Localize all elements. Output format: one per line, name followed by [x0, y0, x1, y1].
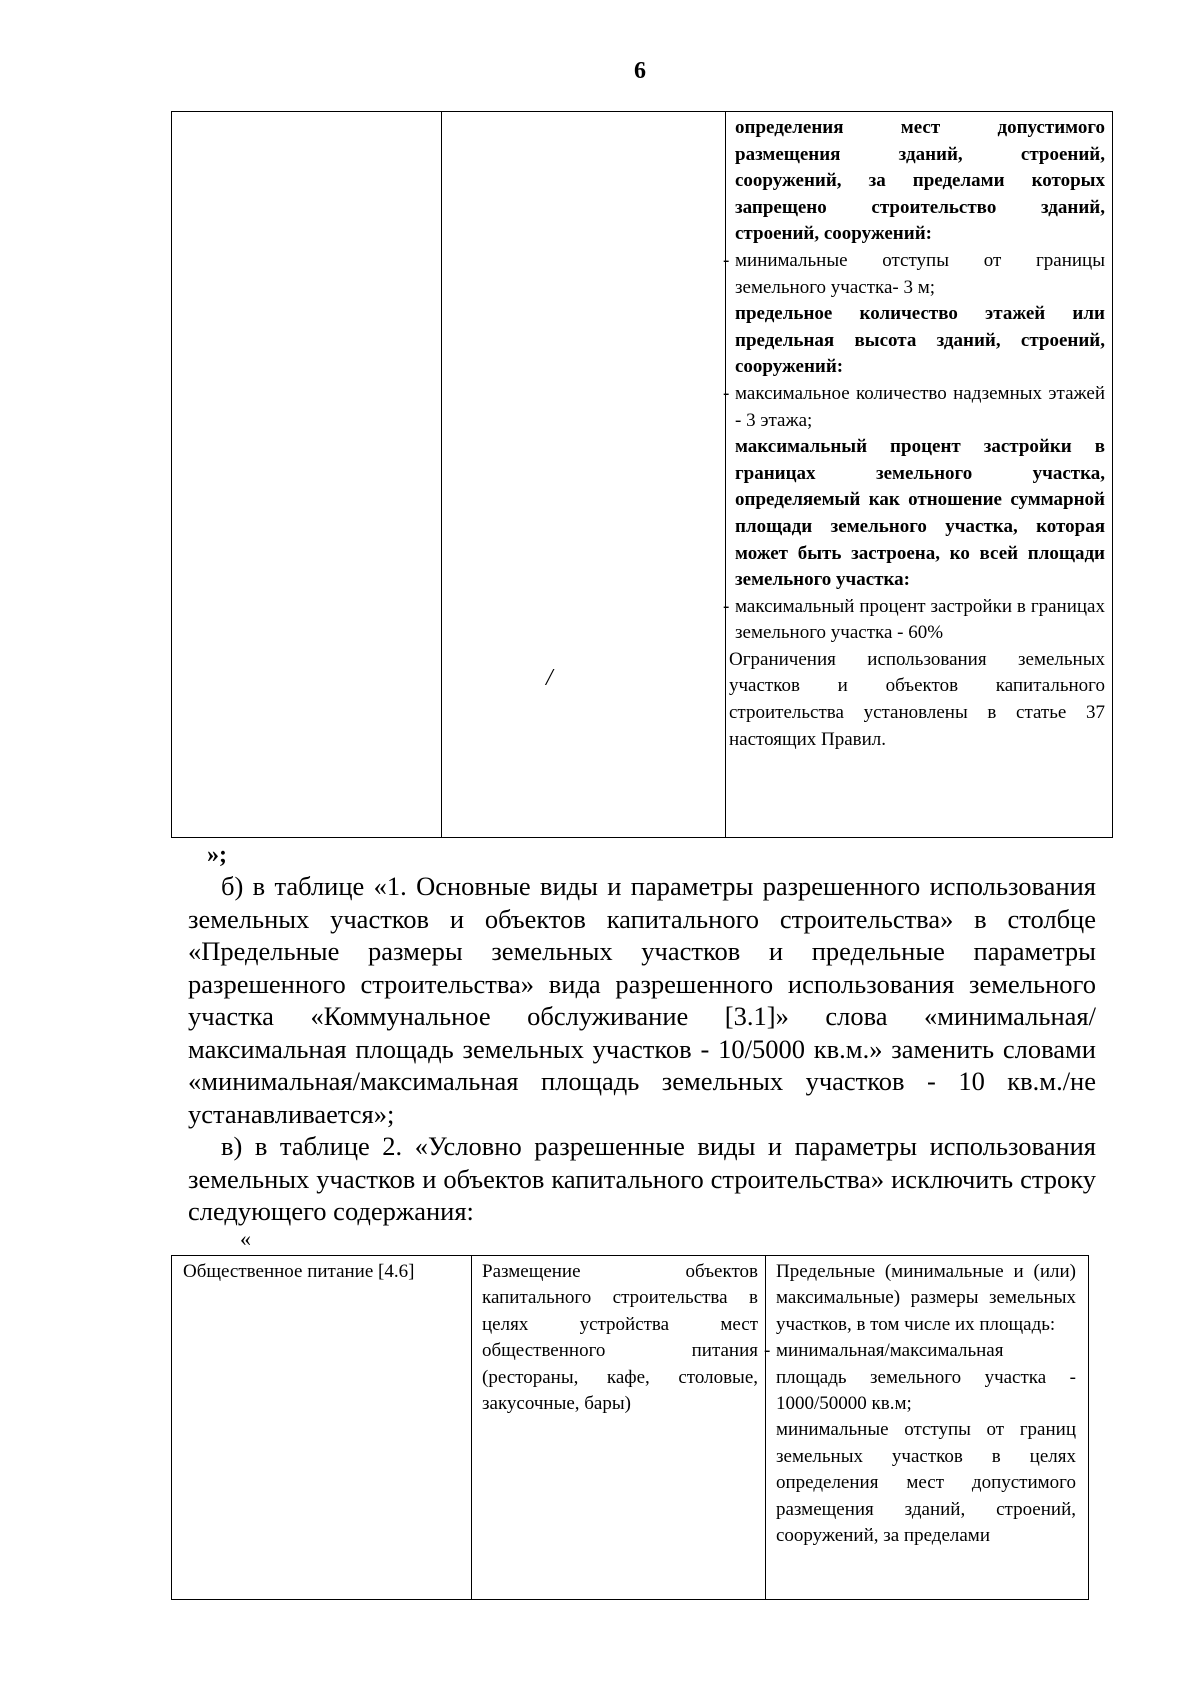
table-bottom-divider-2 — [765, 1256, 766, 1599]
param-heading-floors: предельное количество этажей или предельная высота зданий, строений, сооружений: — [735, 303, 1105, 378]
param-floors-value: - максимальное количество надземных этажей - 3 этажа; — [723, 382, 1105, 431]
use-type-description: Размещение объектов капитального строительства в целях устройства мест общественного питания (рестораны, кафе, столовые, закусочные, бары) — [482, 1261, 758, 1415]
param-restrictions-note: Ограничения использования земельных участков и объектов капитального строительства установлены в статье 37 настоящих Правил. — [729, 648, 1105, 750]
limits-heading: Предельные (минимальные и (или) максимальные) размеры земельных участков, в том числе их площадь: — [776, 1261, 1076, 1335]
page-number: 6 — [634, 58, 646, 84]
table-top-col3 — [723, 115, 1105, 753]
table-bottom-col2 — [482, 1259, 758, 1417]
paragraph-b-text: б) в таблице «1. Основные виды и параметры разрешенного использования земельных участков и объектов капитального строительства» в столбце «Предельные размеры земельных участков и предельные параметры разрешенного строительства» вида разрешенного использования земельного участка «Коммунальное обслуживание [3.1]» слова «минимальная/максимальная площадь земельных участков - 10/5000 кв.м.» заменить словами «минимальная/максимальная площадь земельных участков - 10 кв.м./не устанавливается»; — [188, 871, 1096, 1129]
table-bottom-col3 — [764, 1259, 1076, 1549]
table-bottom — [171, 1255, 1089, 1600]
param-setbacks-value: - минимальные отступы от границы земельного участка- 3 м; — [723, 249, 1105, 298]
paragraph-b — [188, 870, 1096, 1130]
limits-area-value: - минимальная/максимальная площадь земельного участка - 1000/50000 кв.м; — [764, 1340, 1076, 1415]
table-top-col2-mark: / — [546, 665, 553, 691]
limits-setbacks-text: минимальные отступы от границ земельных участков в целях определения мест допустимого размещения зданий, строений, сооружений, за пределами — [776, 1419, 1076, 1547]
param-heading-setbacks: определения мест допустимого размещения зданий, строений, сооружений, за пределами которых запрещено строительство зданий, строений, сооружений: — [735, 117, 1105, 245]
table-top — [171, 111, 1113, 838]
use-type-name: Общественное питание [4.6] — [183, 1261, 415, 1282]
paragraph-v — [188, 1130, 1096, 1228]
table-bottom-col1 — [183, 1259, 463, 1285]
paragraph-v-text: в) в таблице 2. «Условно разрешенные виды и параметры использования земельных участков и объектов капитального строительства» исключить строку следующего содержания: — [188, 1131, 1096, 1226]
opening-quote: « — [240, 1226, 251, 1251]
table-bottom-divider-1 — [471, 1256, 472, 1599]
table-top-divider-1 — [441, 112, 442, 837]
table-top-divider-2 — [725, 112, 726, 837]
param-coverage-value: - максимальный процент застройки в границах земельного участка - 60% — [723, 595, 1105, 644]
closing-quote: »; — [207, 842, 227, 868]
param-heading-coverage: максимальный процент застройки в границах земельного участка, определяемый как отношение суммарной площади земельного участка, которая может быть застроена, ко всей площади земельного участка: — [735, 436, 1105, 591]
